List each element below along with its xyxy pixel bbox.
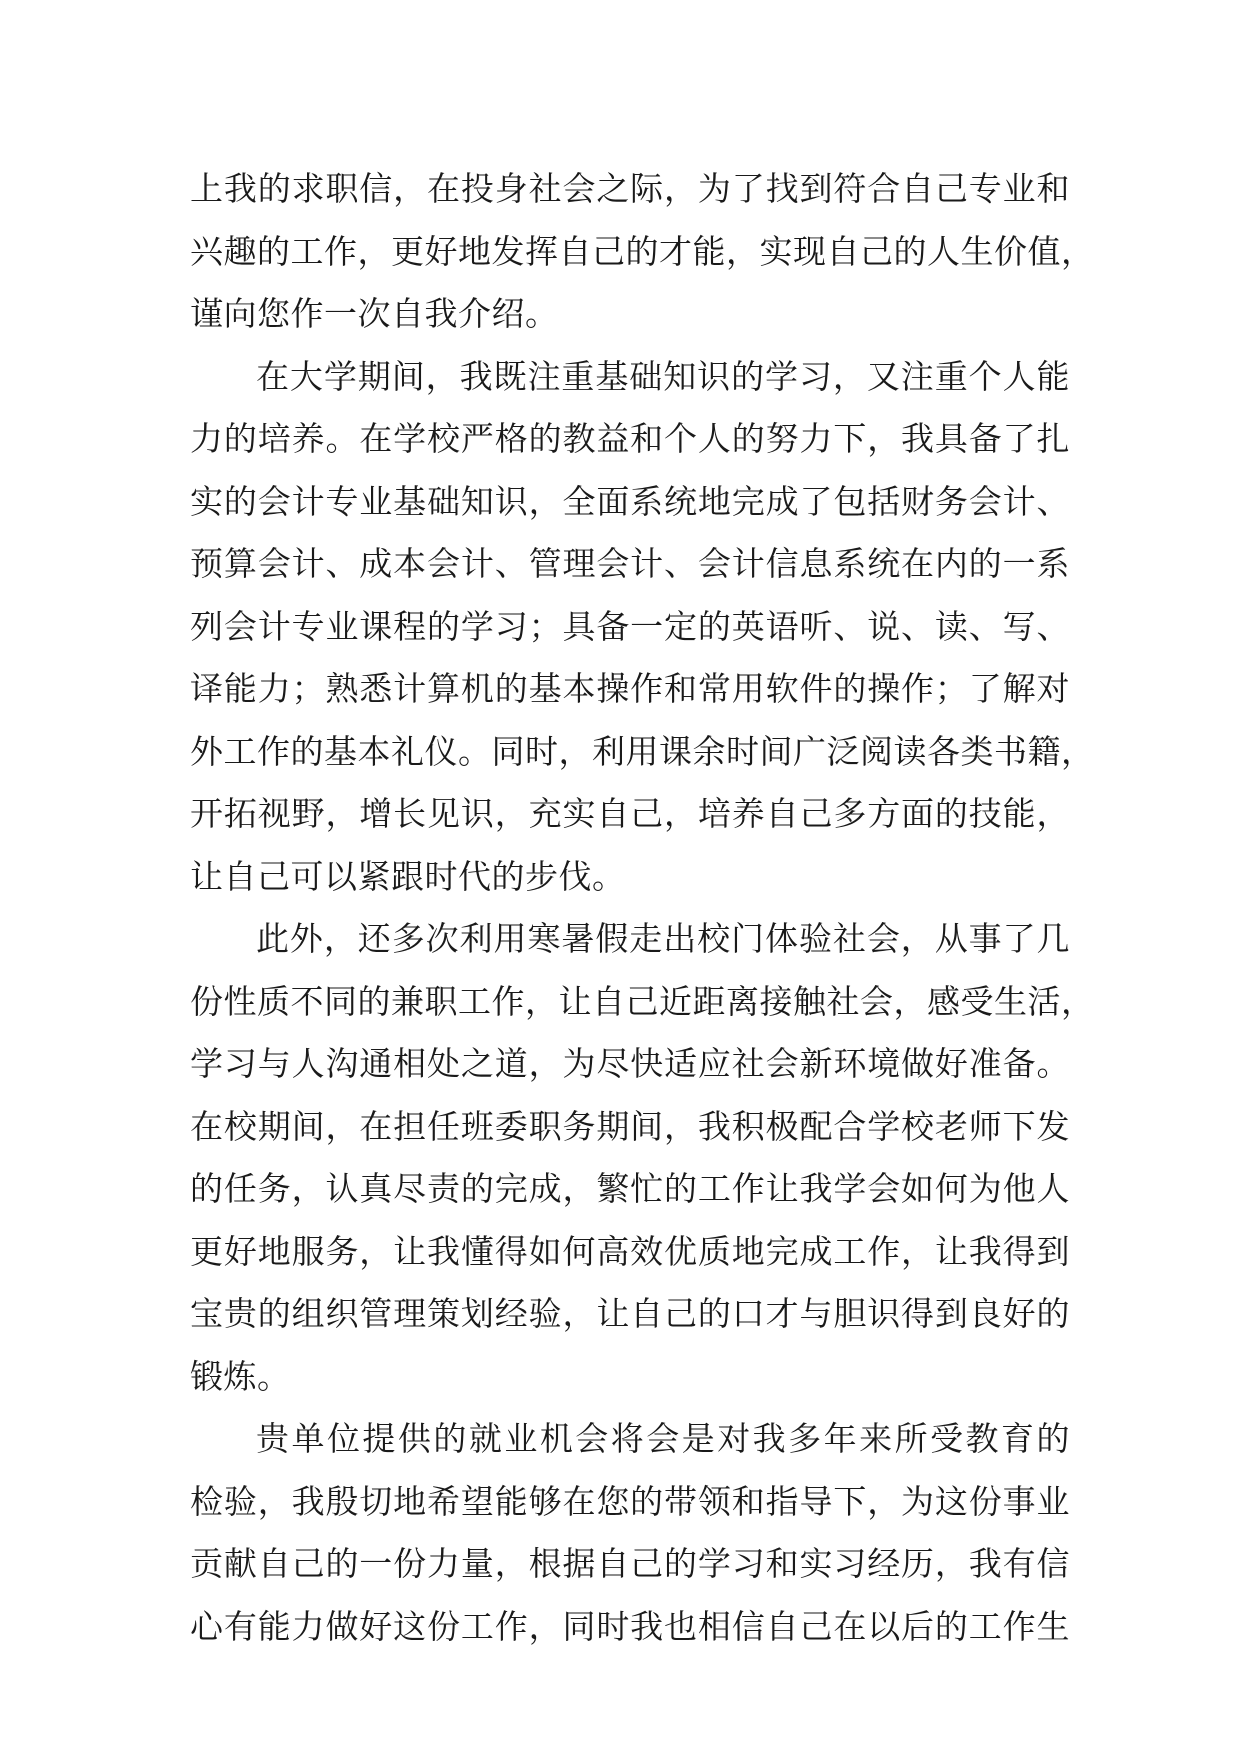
paragraph-line: 预算会计、成本会计、管理会计、会计信息系统在内的一系 — [190, 544, 1070, 583]
paragraph-line: 在校期间，在担任班委职务期间，我积极配合学校老师下发 — [190, 1106, 1070, 1146]
paragraph-line: 译能力；熟悉计算机的基本操作和常用软件的操作；了解对 — [190, 669, 1070, 708]
paragraph-line: 检验，我殷切地希望能够在您的带领和指导下，为这份事业 — [190, 1481, 1070, 1521]
paragraph-line: 上我的求职信，在投身社会之际，为了找到符合自己专业和 — [190, 169, 1070, 208]
paragraph-line: 谨向您作一次自我介绍。 — [190, 294, 559, 333]
paragraph-line: 更好地服务，让我懂得如何高效优质地完成工作，让我得到 — [190, 1231, 1070, 1271]
paragraph-line: 力的培养。在学校严格的教益和个人的努力下，我具备了扎 — [190, 419, 1070, 458]
paragraph-line: 列会计专业课程的学习；具备一定的英语听、说、读、写、 — [190, 606, 1070, 646]
paragraph-line: 贡献自己的一份力量，根据自己的学习和实习经历，我有信 — [190, 1544, 1070, 1583]
paragraph-line: 在大学期间，我既注重基础知识的学习，又注重个人能 — [256, 356, 1070, 396]
paragraph-line: 贵单位提供的就业机会将会是对我多年来所受教育的 — [256, 1419, 1070, 1458]
paragraph-education — [190, 346, 1095, 909]
paragraph-line: 外工作的基本礼仪。同时，利用课余时间广泛阅读各类书籍， — [190, 731, 1095, 771]
letter-body — [190, 158, 1095, 1658]
paragraph-closing — [190, 1408, 1070, 1658]
paragraph-line: 此外，还多次利用寒暑假走出校门体验社会，从事了几 — [256, 919, 1070, 958]
paragraph-line: 兴趣的工作，更好地发挥自己的才能，实现自己的人生价值， — [190, 231, 1095, 271]
paragraph-line: 的任务，认真尽责的完成，繁忙的工作让我学会如何为他人 — [190, 1169, 1070, 1208]
paragraph-line: 份性质不同的兼职工作，让自己近距离接触社会，感受生活， — [190, 981, 1095, 1021]
paragraph-experience — [190, 908, 1095, 1408]
paragraph-line: 锻炼。 — [190, 1356, 291, 1396]
paragraph-line: 实的会计专业基础知识，全面系统地完成了包括财务会计、 — [190, 481, 1070, 521]
paragraph-line: 让自己可以紧跟时代的步伐。 — [190, 856, 626, 896]
paragraph-line: 宝贵的组织管理策划经验，让自己的口才与胆识得到良好的 — [190, 1294, 1070, 1333]
paragraph-line: 学习与人沟通相处之道，为尽快适应社会新环境做好准备。 — [190, 1044, 1070, 1083]
paragraph-intro — [190, 158, 1095, 346]
paragraph-line: 心有能力做好这份工作，同时我也相信自己在以后的工作生 — [190, 1606, 1070, 1646]
paragraph-line: 开拓视野，增长见识，充实自己，培养自己多方面的技能， — [190, 794, 1070, 833]
